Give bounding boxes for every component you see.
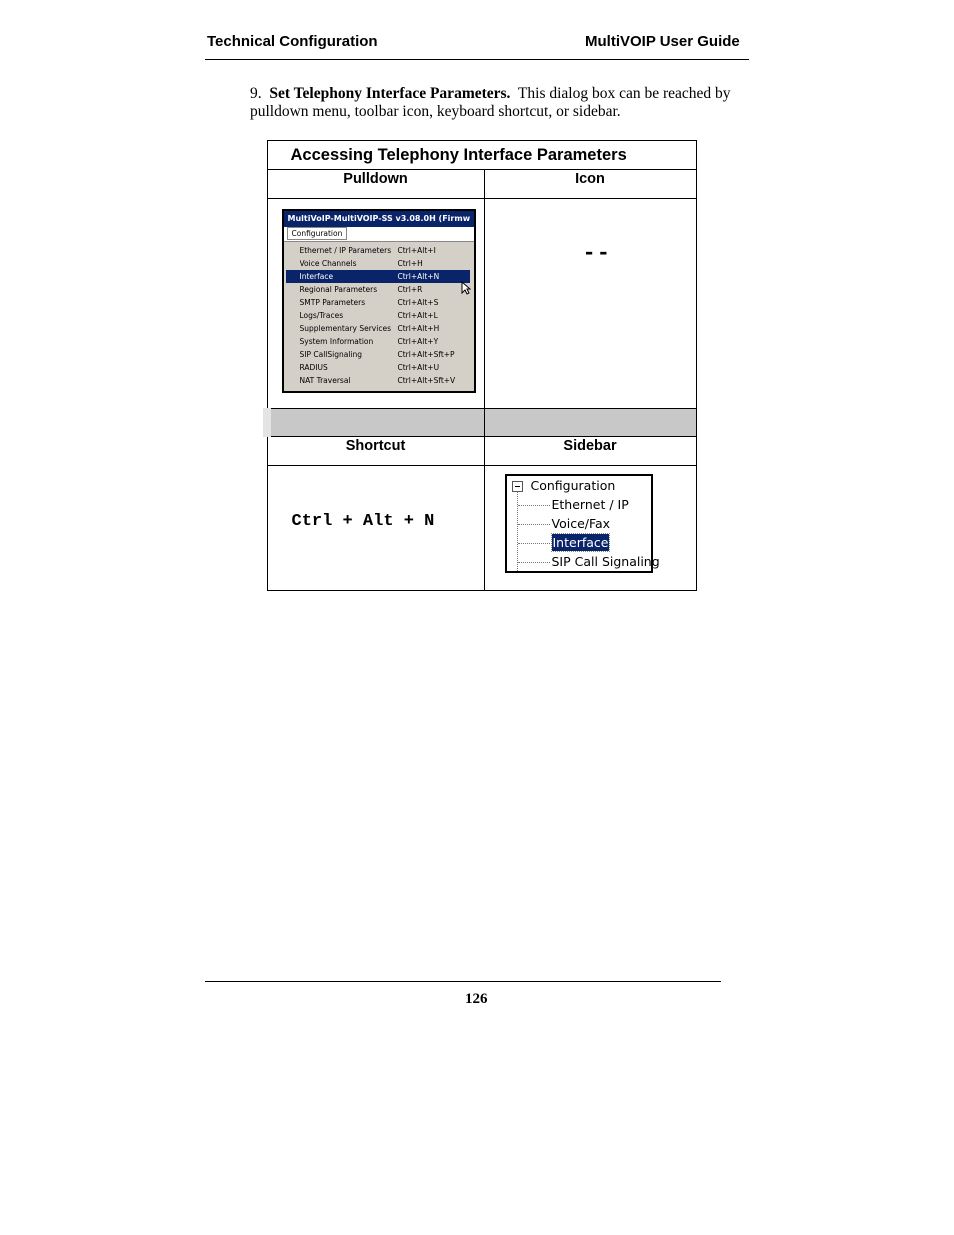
- menu-item-label: Voice Channels: [299, 259, 357, 268]
- menu-item-label: SMTP Parameters: [299, 298, 366, 307]
- step-number: 9.: [250, 85, 262, 102]
- shortcut-cell: [267, 466, 484, 591]
- menu-item-shortcut: Ctrl+Alt+H: [397, 324, 440, 333]
- menu-item-label: Ethernet / IP Parameters: [299, 246, 392, 255]
- menu-item[interactable]: [286, 270, 470, 283]
- sidebar-cell: [484, 466, 696, 591]
- menu-item-shortcut: Ctrl+Alt+Sft+V: [397, 376, 456, 385]
- step-title: Set Telephony Interface Parameters.: [269, 85, 511, 102]
- icon-cell: [484, 199, 696, 409]
- menu-configuration[interactable]: Configuration: [287, 227, 348, 240]
- col-head-shortcut: Shortcut: [267, 437, 484, 466]
- toolbar-icon-placeholder: --: [582, 241, 611, 266]
- tree-branch-line: [518, 543, 550, 544]
- menu-item[interactable]: [286, 296, 470, 309]
- gray-spacer-right: [484, 409, 696, 437]
- menu-item-shortcut: Ctrl+Alt+I: [397, 246, 436, 255]
- menu-item-shortcut: Ctrl+H: [397, 259, 423, 268]
- menu-item-shortcut: Ctrl+R: [397, 285, 423, 294]
- col-head-pulldown: Pulldown: [267, 170, 484, 199]
- menu-window-titlebar: MultiVoIP-MultiVOIP-SS v3.08.0H (Firmw: [284, 211, 474, 227]
- pulldown-cell: [267, 199, 484, 409]
- menu-item-label: RADIUS: [299, 363, 328, 372]
- tree-root-configuration[interactable]: Configuration: [530, 478, 616, 493]
- menu-item[interactable]: [286, 374, 470, 387]
- tree-item[interactable]: Voice/Fax: [551, 516, 611, 531]
- sidebar-tree-screenshot: [505, 474, 660, 573]
- menu-item-shortcut: Ctrl+Alt+L: [397, 311, 438, 320]
- menu-bar: [284, 227, 474, 242]
- menu-item[interactable]: [286, 322, 470, 335]
- menu-item-label: NAT Traversal: [299, 376, 351, 385]
- pulldown-menu-screenshot: [282, 209, 476, 393]
- menu-item-shortcut: Ctrl+Alt+U: [397, 363, 440, 372]
- tree-item[interactable]: SIP Call Signaling: [551, 554, 660, 569]
- menu-item-label: Supplementary Services: [299, 324, 391, 333]
- header-rule: [205, 59, 749, 60]
- menu-dropdown-list: [284, 242, 474, 387]
- tree-branch-line: [518, 505, 550, 506]
- menu-item[interactable]: [286, 244, 470, 257]
- menu-item-shortcut: Ctrl+Alt+Y: [397, 337, 439, 346]
- menu-item-label: SIP CallSignaling: [299, 350, 363, 359]
- mouse-cursor-icon: [461, 281, 471, 295]
- keyboard-shortcut: Ctrl + Alt + N: [291, 512, 435, 531]
- tree-branch-line: [518, 524, 550, 525]
- step-paragraph: [250, 85, 760, 121]
- menu-item-label: System Information: [299, 337, 374, 346]
- menu-item[interactable]: [286, 335, 470, 348]
- running-header-right: MultiVOIP User Guide: [585, 33, 740, 50]
- step-text: This dialog box can be reached by pulldown menu, toolbar icon, keyboard shortcut, or sidebar.: [250, 85, 731, 120]
- tree-connector-line: [517, 491, 518, 571]
- tree-item[interactable]: Ethernet / IP: [551, 497, 629, 512]
- gray-spacer-left: [267, 409, 484, 437]
- running-header-left: Technical Configuration: [207, 33, 378, 50]
- menu-item-shortcut: Ctrl+Alt+S: [397, 298, 439, 307]
- menu-item-shortcut: Ctrl+Alt+N: [397, 272, 440, 281]
- tree-branch-line: [518, 562, 550, 563]
- menu-item-label: Interface: [299, 272, 334, 281]
- col-head-icon: Icon: [484, 170, 696, 199]
- col-head-sidebar: Sidebar: [484, 437, 696, 466]
- menu-item[interactable]: [286, 348, 470, 361]
- menu-item[interactable]: [286, 257, 470, 270]
- access-methods-table: [263, 140, 697, 591]
- menu-item[interactable]: [286, 283, 470, 296]
- menu-item[interactable]: [286, 361, 470, 374]
- page-number: 126: [465, 991, 488, 1007]
- menu-item-label: Logs/Traces: [299, 311, 344, 320]
- tree-item[interactable]: Interface: [552, 535, 609, 550]
- menu-item-shortcut: Ctrl+Alt+Sft+P: [397, 350, 455, 359]
- table-title: Accessing Telephony Interface Parameters: [267, 141, 696, 170]
- footer-rule: [205, 981, 721, 982]
- menu-item[interactable]: [286, 309, 470, 322]
- menu-item-label: Regional Parameters: [299, 285, 378, 294]
